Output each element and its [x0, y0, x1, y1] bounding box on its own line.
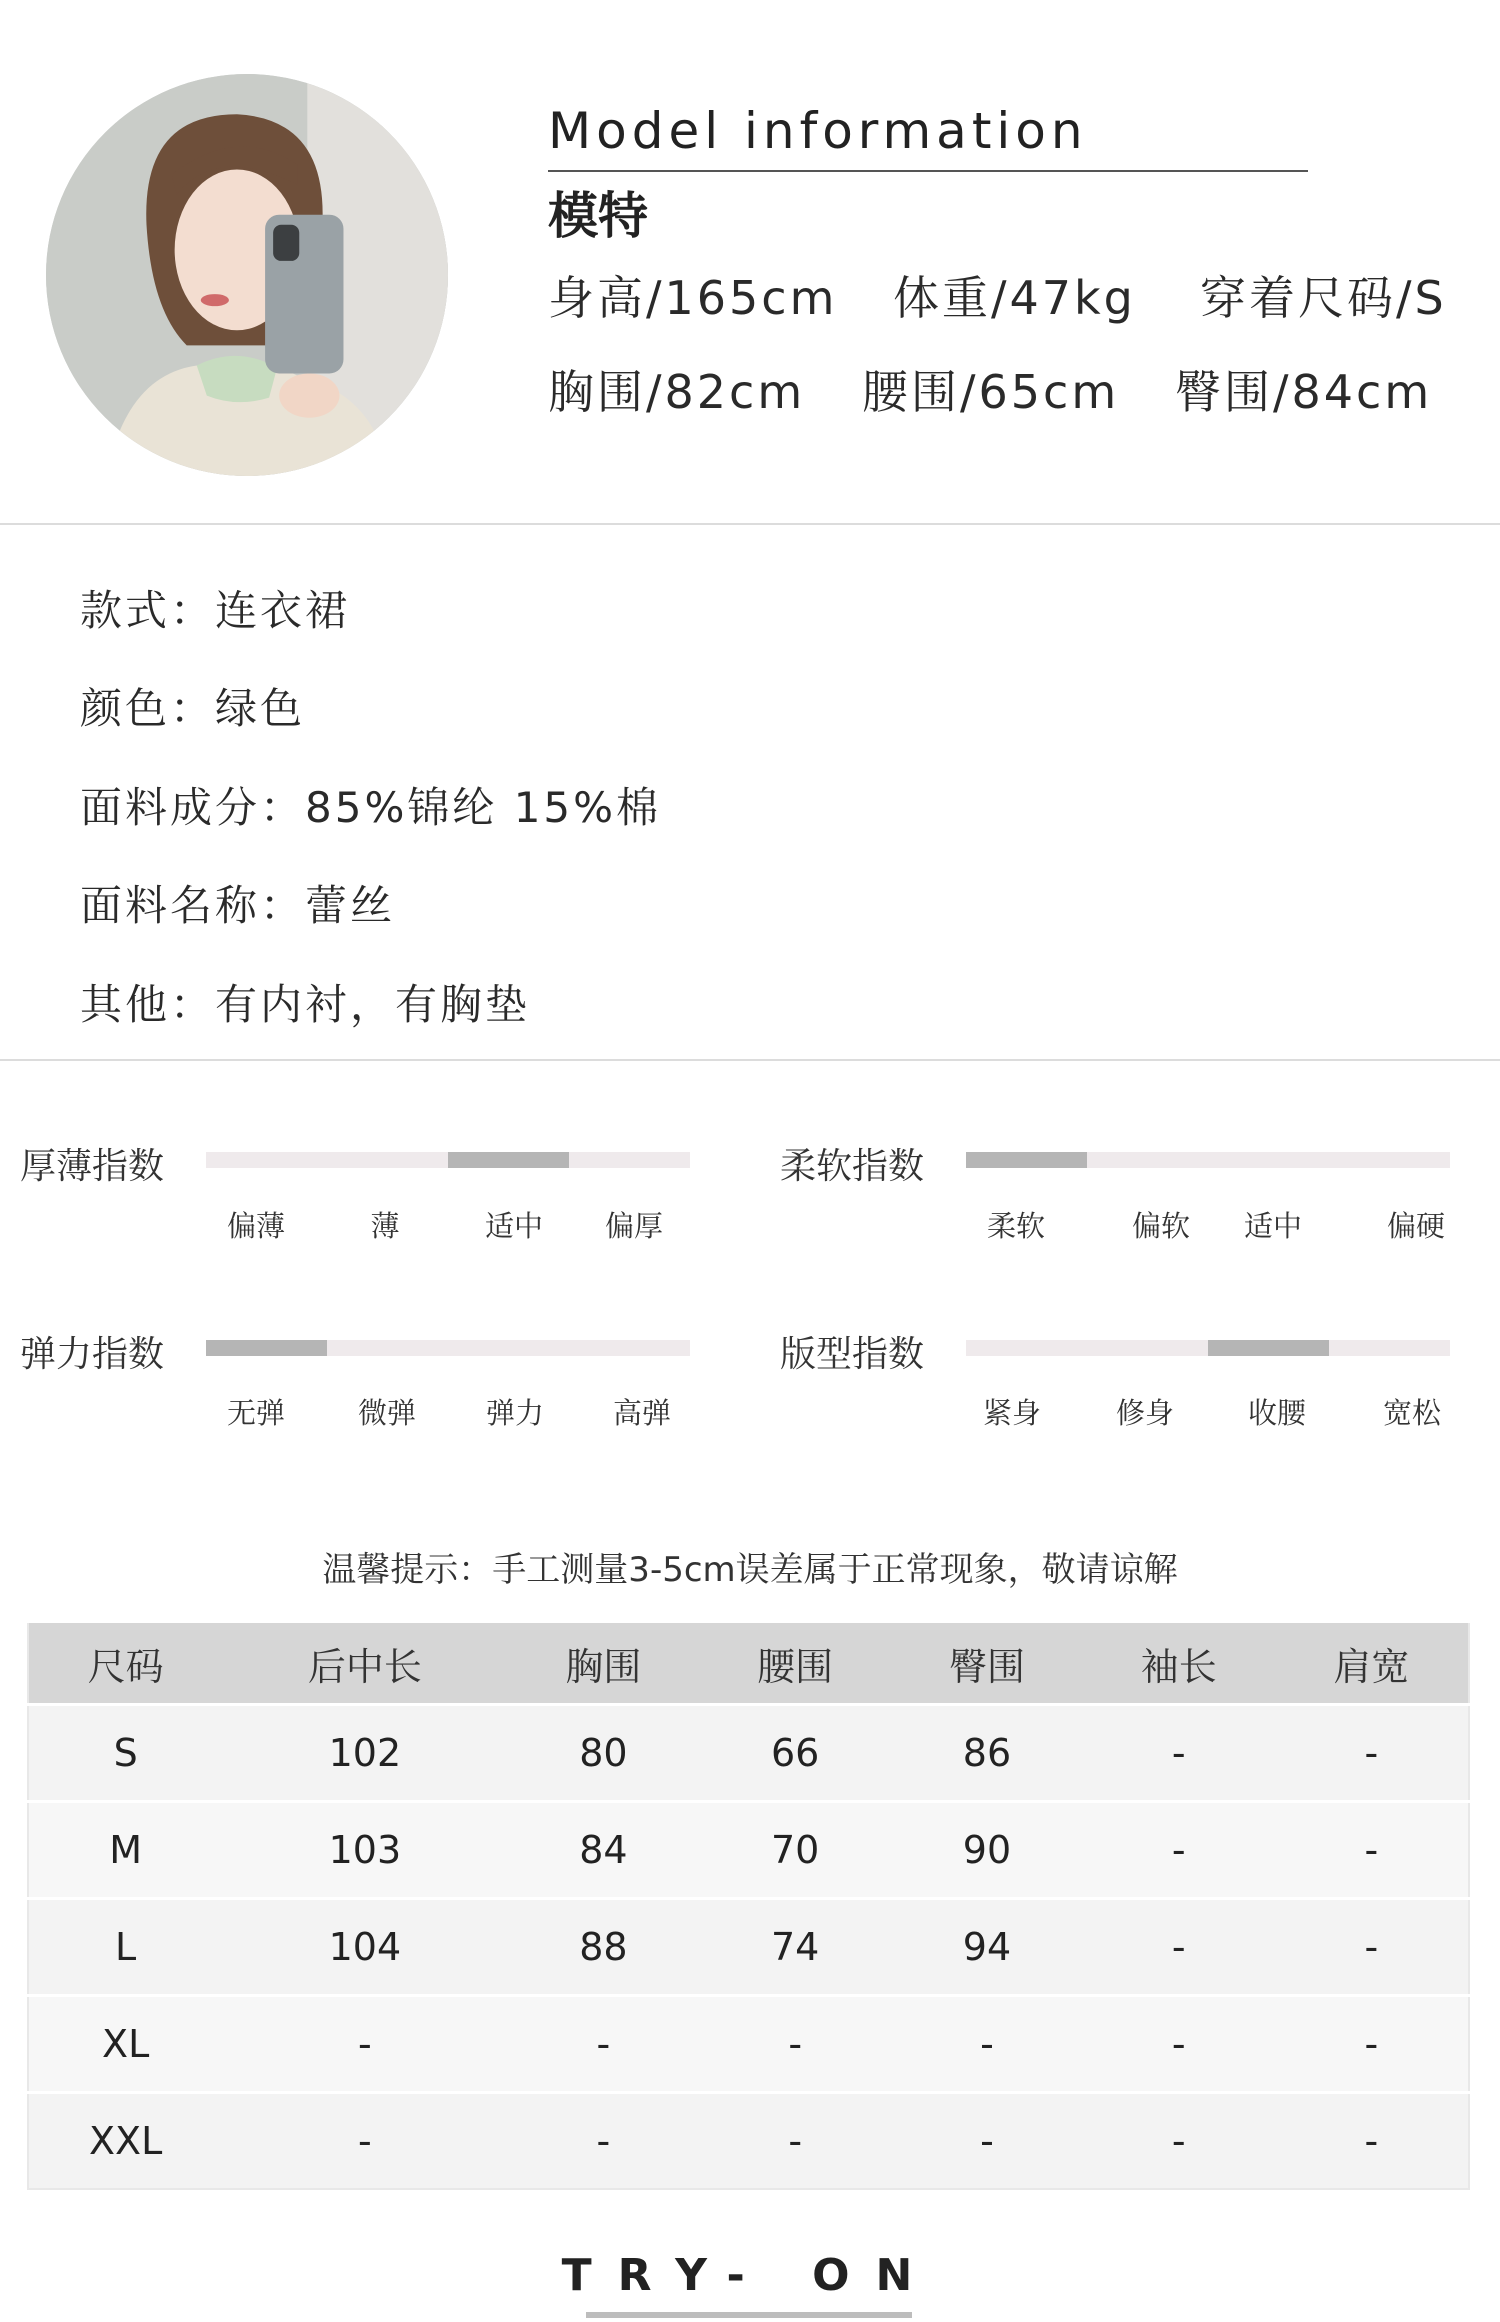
section-divider [0, 523, 1500, 525]
table-cell: - [507, 2093, 699, 2190]
model-size: 穿着尺码/S [1200, 271, 1447, 325]
attr-other: 其他：有内衬，有胸垫 [80, 980, 531, 1029]
header-bust: 胸围 [507, 1623, 699, 1705]
table-cell: L [28, 1899, 222, 1996]
table-cell: XL [28, 1996, 222, 2093]
table-row [28, 1705, 1469, 1802]
model-hip: 臀围/84cm [1175, 365, 1433, 419]
model-info-title: Model information [548, 102, 1088, 160]
thickness-level: 偏厚 [604, 1209, 664, 1243]
table-cell: 86 [891, 1705, 1083, 1802]
table-cell: - [1275, 2093, 1469, 2190]
table-cell: - [891, 2093, 1083, 2190]
header-hip: 臀围 [891, 1623, 1083, 1705]
model-title-underline [548, 170, 1308, 172]
table-cell: XXL [28, 2093, 222, 2190]
attr-fabric-name: 面料名称：蕾丝 [80, 881, 396, 930]
elasticity-index-title: 弹力指数 [20, 1334, 165, 1375]
thickness-index-title: 厚薄指数 [20, 1146, 165, 1187]
header-shoulder: 肩宽 [1275, 1623, 1469, 1705]
model-photo [46, 74, 448, 476]
header-sleeve: 袖长 [1083, 1623, 1275, 1705]
thickness-level: 薄 [370, 1209, 400, 1243]
fit-index-bar [966, 1340, 1450, 1356]
table-cell: 103 [222, 1802, 507, 1899]
attr-style: 款式：连衣裙 [80, 586, 351, 635]
table-cell: - [222, 2093, 507, 2190]
elasticity-index-bar [206, 1340, 690, 1356]
model-height: 身高/165cm [548, 271, 838, 325]
table-cell: 94 [891, 1899, 1083, 1996]
table-cell: S [28, 1705, 222, 1802]
thickness-index-bar [206, 1152, 690, 1168]
table-cell: - [1275, 1802, 1469, 1899]
table-cell: - [1083, 1802, 1275, 1899]
softness-index-title: 柔软指数 [780, 1146, 925, 1187]
model-bust: 胸围/82cm [548, 365, 806, 419]
elasticity-level: 高弹 [612, 1396, 672, 1430]
softness-level: 适中 [1243, 1209, 1303, 1243]
table-cell: - [699, 1996, 891, 2093]
fit-level: 宽松 [1382, 1396, 1442, 1430]
model-weight: 体重/47kg [893, 271, 1136, 325]
softness-level: 偏软 [1131, 1209, 1191, 1243]
size-table-header-row [28, 1623, 1469, 1705]
table-cell: 90 [891, 1802, 1083, 1899]
elasticity-index-marker [206, 1340, 327, 1356]
attr-color: 颜色：绿色 [80, 684, 306, 733]
table-cell: - [507, 1996, 699, 2093]
table-cell: 74 [699, 1899, 891, 1996]
table-cell: M [28, 1802, 222, 1899]
fit-level: 紧身 [982, 1396, 1042, 1430]
table-cell: 66 [699, 1705, 891, 1802]
table-cell: - [699, 2093, 891, 2190]
table-cell: - [1275, 1899, 1469, 1996]
model-info-subtitle: 模特 [548, 187, 648, 245]
table-cell: 104 [222, 1899, 507, 1996]
softness-level: 柔软 [986, 1209, 1046, 1243]
table-cell: 84 [507, 1802, 699, 1899]
fit-level: 修身 [1115, 1396, 1175, 1430]
try-on-heading: TRY- ON [561, 2250, 939, 2301]
header-waist: 腰围 [699, 1623, 891, 1705]
model-photo-image [46, 74, 448, 476]
table-cell: - [1083, 1996, 1275, 2093]
thickness-level: 偏薄 [226, 1209, 286, 1243]
thickness-level: 适中 [484, 1209, 544, 1243]
table-cell: - [222, 1996, 507, 2093]
fit-level: 收腰 [1247, 1396, 1307, 1430]
size-table [27, 1623, 1470, 2190]
table-cell: - [1275, 1996, 1469, 2093]
elasticity-level: 弹力 [485, 1396, 545, 1430]
fit-index-marker [1208, 1340, 1329, 1356]
elasticity-level: 微弹 [357, 1396, 417, 1430]
table-cell: 102 [222, 1705, 507, 1802]
table-cell: 80 [507, 1705, 699, 1802]
elasticity-level: 无弹 [226, 1396, 286, 1430]
try-on-underline [586, 2312, 912, 2318]
table-row [28, 1899, 1469, 1996]
softness-index-marker [966, 1152, 1087, 1168]
softness-level: 偏硬 [1386, 1209, 1446, 1243]
table-row [28, 2093, 1469, 2190]
table-cell: - [891, 1996, 1083, 2093]
thickness-index-marker [448, 1152, 569, 1168]
table-cell: - [1083, 2093, 1275, 2190]
fit-index-title: 版型指数 [780, 1334, 925, 1375]
table-row [28, 1802, 1469, 1899]
softness-index-bar [966, 1152, 1450, 1168]
header-size: 尺码 [28, 1623, 222, 1705]
table-cell: 88 [507, 1899, 699, 1996]
table-cell: - [1083, 1705, 1275, 1802]
table-cell: - [1083, 1899, 1275, 1996]
table-row [28, 1996, 1469, 2093]
measurement-tip: 温馨提示：手工测量3-5cm误差属于正常现象，敬请谅解 [322, 1550, 1178, 1590]
table-cell: 70 [699, 1802, 891, 1899]
section-divider [0, 1059, 1500, 1061]
table-cell: - [1275, 1705, 1469, 1802]
model-waist: 腰围/65cm [862, 365, 1120, 419]
header-back-length: 后中长 [222, 1623, 507, 1705]
attr-composition: 面料成分：85%锦纶 15%棉 [80, 783, 662, 832]
